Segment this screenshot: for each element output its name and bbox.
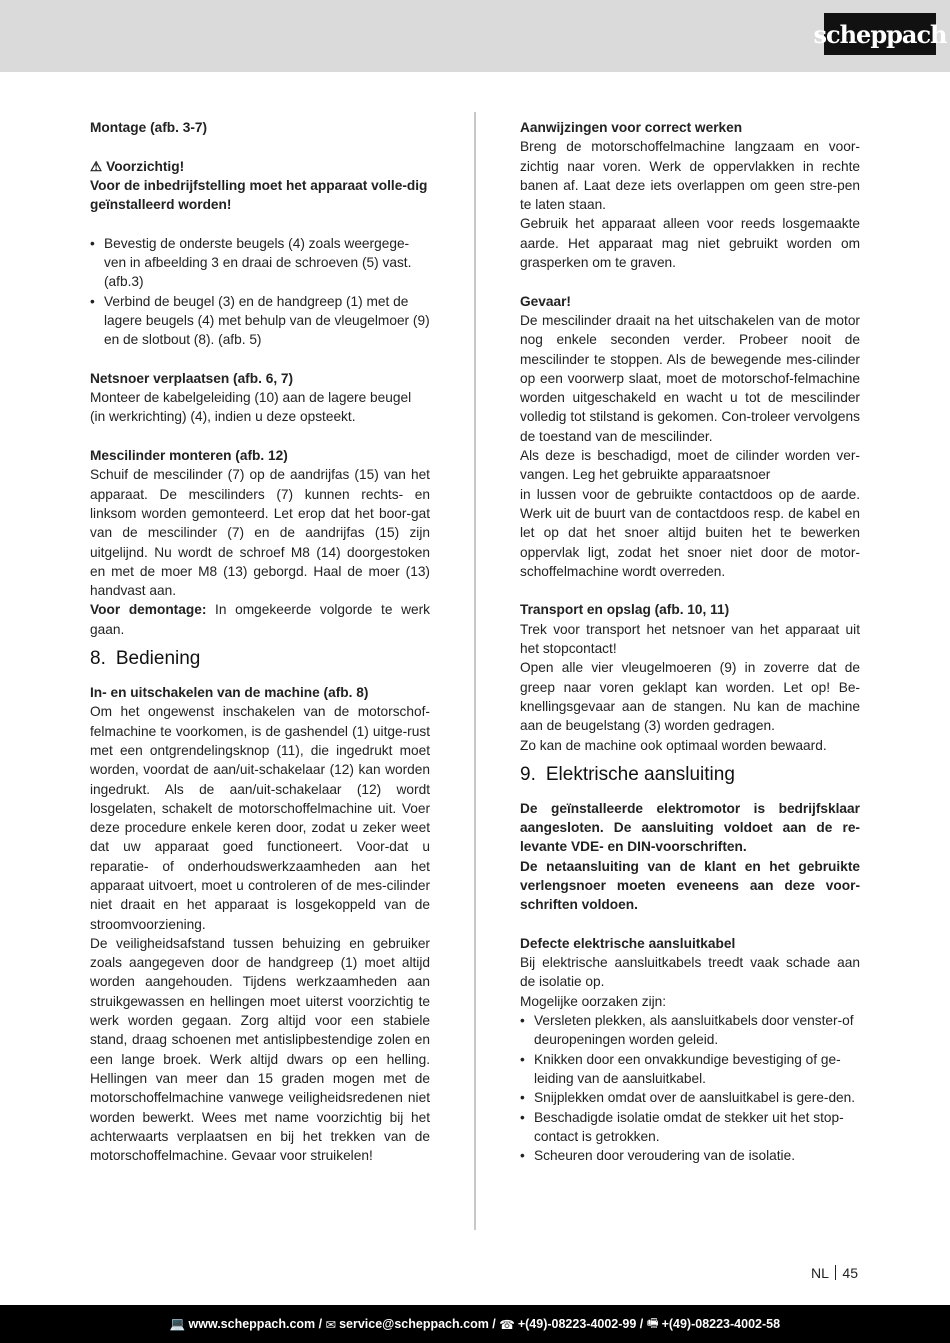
warning-heading [90, 157, 430, 176]
elektro-bold-2: De netaansluiting van de klant en het gebruikte verlengsnoer moeten eveneens aan deze voor-schriften voldoen. [520, 858, 860, 913]
footer-separator: / [315, 1317, 326, 1331]
list-item: • Verbind de beugel (3) en de handgreep (1) met de lagere beugels (4) met behulp van de vleugelmoer (9) en de slotbout (8). (afb. 5) [90, 292, 430, 350]
aanwijzingen-heading: Aanwijzingen voor correct werken [520, 120, 743, 135]
inuit-heading: In- en uitschakelen van de machine (afb. 8) [90, 685, 369, 701]
scheppach-logo: scheppach [824, 13, 936, 55]
elektro-bold-1: De geïnstalleerde elektromotor is bedrijfsklaar aangesloten. De aansluiting voldoet aan de re-levante VDE- en DIN-voorschriften. [520, 800, 860, 855]
mescilinder-text: Schuif de mescilinder (7) op de aandrijfas (15) van het apparaat. De mescilinders (7) kunnen rechts- en linksom worden gemonteerd. Let erop dat het boor-gat van de mescilinder (7) en de aandrijfas (15) zijn uitgelijnd. Nu wordt de schroef M8 (14) doorgestoken en met de moer M8 (13) geborgd. Haal de moer (13) handvast aan. [90, 467, 430, 599]
section-number: 8. [90, 648, 106, 670]
transport-text-2: Open alle vier vleugelmoeren (9) in zoverre dat de greep naar voren geklapt kan worden. Let op! Be-knellingsgevaar aan de stangen. Nu kan de machine aan de beugelstang (3) worden gedragen. [520, 660, 860, 734]
list-item: • Scheuren door veroudering van de isolatie. [520, 1146, 860, 1165]
inuit-text-1: Om het ongewenst inschakelen van de motorschof-felmachine te voorkomen, is de gashendel (1) uitge-rust met een ontgrendelingsknop (11), die ingedrukt moet worden, voordat de aan/uit-schakelaar (12) kan worden ingedrukt. Als de aan/uit-schakelaar (12) wordt losgelaten, schakelt de motorschoffelmachine uit. Voer deze procedure enkele keren door, zodat u zeker weet dat uw apparaat goed functioneert. Voor-dat u reparatie- of onderhoudswerkzaamheden aan het apparaat uitvoert, moet u controleren of de mes-cilinder niet draait en het apparaat is losgekoppeld van de stroomvoorziening. [90, 704, 430, 932]
right-column [520, 118, 860, 1165]
defect-heading: Defecte elektrische aansluitkabel [520, 935, 736, 951]
aanwijzingen-text-2: Gebruik het apparaat alleen voor reeds losgemaakte aarde. Het apparaat mag niet gebruikt worden om grasperken om te graven. [520, 216, 860, 271]
section-number: 9. [520, 763, 536, 785]
list-item: • Versleten plekken, als aansluitkabels door venster-of deuropeningen worden geleid. [520, 1011, 860, 1050]
defect-text-2: Mogelijke oorzaken zijn: [520, 993, 667, 1009]
list-item: • Beschadigde isolatie omdat de stekker uit het stop-contact is getrokken. [520, 1108, 860, 1147]
list-item: • Knikken door een onvakkundige bevestiging of ge-leiding van de aansluitkabel. [520, 1050, 860, 1089]
section-title: Bediening [115, 648, 201, 670]
netsnoer-heading: Netsnoer verplaatsen (afb. 6, 7) [90, 370, 294, 386]
page-number-value: 45 [842, 1265, 858, 1281]
warning-title: Voorzichtig! [106, 158, 185, 174]
montage-heading: Montage (afb. 3-7) [90, 120, 208, 135]
footer-bar [0, 1305, 950, 1343]
list-item: • Snijplekken omdat over de aansluitkabel is gere-den. [520, 1088, 860, 1107]
mail-icon: ✉ [325, 1317, 337, 1332]
demontage-label: Voor demontage: [90, 602, 207, 618]
section-8-heading [90, 647, 430, 671]
list-item: • Bevestig de onderste beugels (4) zoals weergege-ven in afbeelding 3 en draai de schroeven (5) vast. (afb.3) [90, 234, 430, 292]
fax-icon: 🖷 [646, 1315, 659, 1330]
aanwijzingen-text-1: Breng de motorschoffelmachine langzaam en voor-zichtig naar voren. Werk de oppervlakken in rechte banen af. Laat deze iets overlappen om geen stre-pen te laten staan. [520, 139, 860, 213]
warning-text: Voor de inbedrijfstelling moet het apparaat volle-dig geïnstalleerd worden! [90, 177, 428, 213]
section-9-heading [520, 763, 860, 787]
page-number [811, 1265, 858, 1281]
transport-text-1: Trek voor transport het netsnoer van het apparaat uit het stopcontact! [520, 621, 860, 657]
defect-text-1: Bij elektrische aansluitkabels treedt vaak schade aan de isolatie op. [520, 955, 860, 990]
transport-heading: Transport en opslag (afb. 10, 11) [520, 602, 730, 618]
page-separator [835, 1265, 837, 1280]
gevaar-text-1: De mescilinder draait na het uitschakelen van de motor nog enkele seconden verder. Probeer nooit de mescilinder te stoppen. Als de bewegende mes-cilinder op een voorwerp slaat, moet de motorschof-felmachine worden uitgeschakeld en wacht u tot de mescilinder volledig tot stilstand is gekomen. Con-troleer vervolgens de toestand van de mescilinder. [520, 312, 860, 444]
warning-triangle-icon: ⚠ [90, 158, 103, 174]
netsnoer-text: Monteer de kabelgeleiding (10) aan de lagere beugel (in werkrichting) (4), indien u deze opsteekt. [90, 390, 412, 425]
transport-text-3: Zo kan de machine ook optimaal worden bewaard. [520, 737, 827, 753]
section-title: Elektrische aansluiting [545, 763, 735, 785]
inuit-text-2: De veiligheidsafstand tussen behuizing en gebruiker zoals aangegeven door de handgreep (1) moet altijd worden aangehouden. Tijdens werkzaamheden aan struikgewassen en hellingen moet uiterst voorzichtig te werk worden gegaan. Zorg altijd voor een stabiele stand, draag schoenen met antislipbestendige zolen en een lange broek. Werk altijd dwars op een helling. Hellingen van meer dan 15 graden mogen met de motorschoffelmachine vanwege veiligheidsredenen niet worden bewerkt. Wees met name voorzichtig bij het achterwaarts verplaatsen en bij het trekken van de motorschoffelmachine. Gevaar voor struikelen! [90, 935, 430, 1164]
footer-email[interactable]: service@scheppach.com [339, 1317, 489, 1331]
mescilinder-heading: Mescilinder monteren (afb. 12) [90, 448, 288, 464]
gevaar-text-3: in lussen voor de gebruikte contactdoos op de aarde. Werk uit de buurt van de contactdoos resp. de kabel en let op dat het snoer altijd buiten het te bewerken oppervlak ligt, zodat het snoer niet door de motor-schoffelmachine wordt overreden. [520, 486, 860, 579]
footer-website[interactable]: www.scheppach.com [188, 1317, 316, 1331]
footer-fax: +(49)-08223-4002-58 [661, 1317, 781, 1331]
left-column [90, 118, 430, 1165]
gevaar-text-2: Als deze is beschadigd, moet de cilinder worden ver-vangen. Leg het gebruikte apparaatsnoer [520, 448, 860, 483]
gevaar-heading: Gevaar! [520, 293, 571, 309]
page-language: NL [811, 1265, 829, 1281]
footer-separator: / [488, 1317, 500, 1331]
demontage-text: In omgekeerde volgorde te werk gaan. [90, 602, 430, 637]
phone-icon: ☎ [499, 1317, 515, 1332]
defect-list [520, 1011, 860, 1165]
footer-phone: +(49)-08223-4002-99 [517, 1317, 637, 1331]
demontage-paragraph [90, 600, 430, 639]
column-divider [474, 112, 476, 1230]
computer-icon: 💻 [169, 1316, 186, 1331]
footer-separator: / [636, 1317, 647, 1331]
montage-list [90, 234, 430, 350]
top-bar [0, 0, 950, 72]
